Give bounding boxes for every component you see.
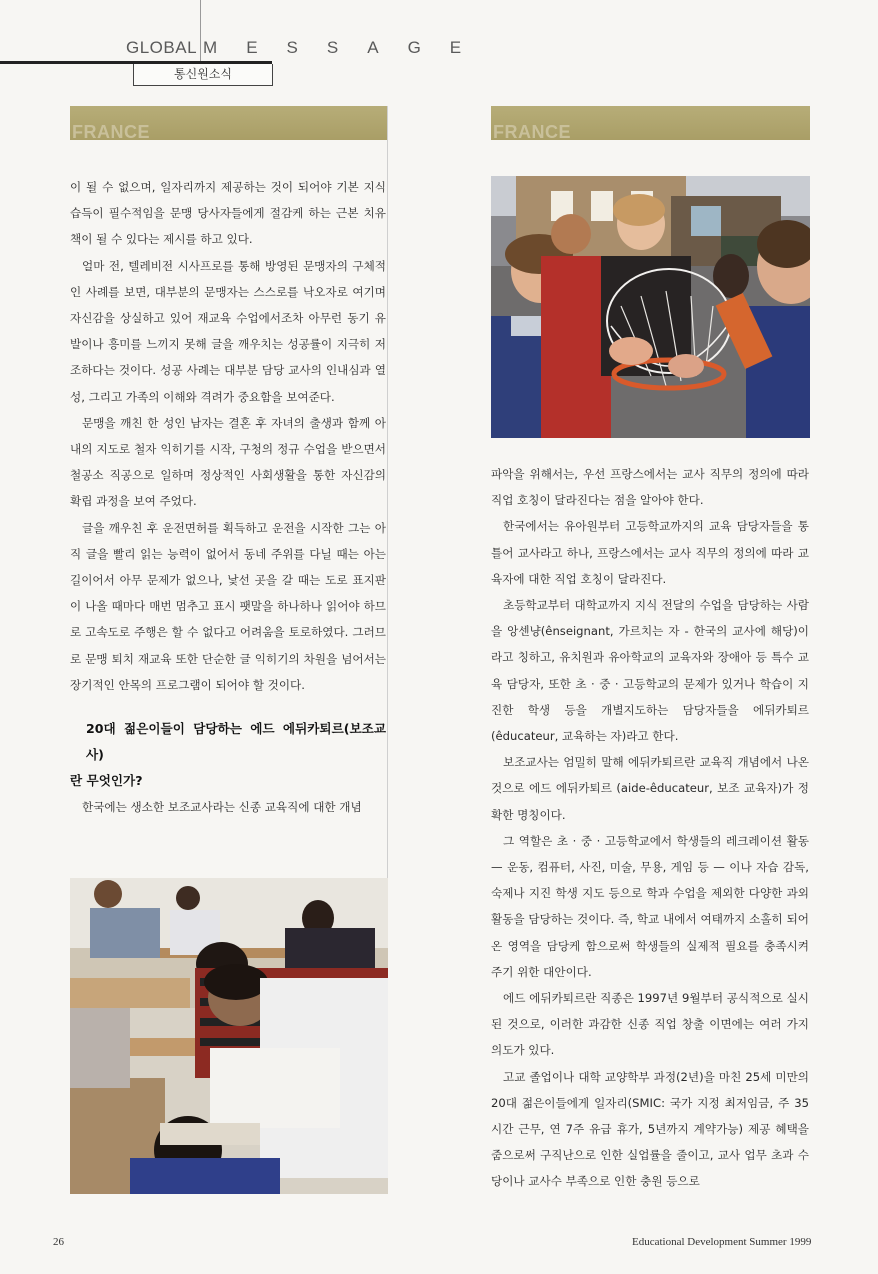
- section-label-right: FRANCE: [493, 122, 571, 140]
- header-title-message: MESSAGE: [203, 38, 491, 57]
- paragraph: 초등학교부터 대학교까지 지식 전달의 수업을 담당하는 사람을 앙센냥(ênseignant, 가르치는 자 - 한국의 교사에 해당)이라고 칭하고, 유치원과 유아학교의 교육자와 장애아 등 특수 교육 담당자, 또한 초 · 중 · 고등학교의 문제가 있거나 학습이 지진한 학생 등을 개별지도하는 담당자들을 에뒤카퇴르(êducateur, 교육하는 자)라고 한다.: [491, 598, 809, 744]
- right-column: [491, 106, 810, 1194]
- paragraph: 문맹을 깨친 한 성인 남자는 결혼 후 자녀의 출생과 함께 아내의 지도로 철자 익히기를 시작, 구청의 정규 수업을 받으면서 철공소 직공으로 일하며 정상적인 사회생활을 통한 자신감의 확립 과정을 보여 주었다.: [70, 415, 386, 509]
- paragraph: 한국에는 생소한 보조교사라는 신종 교육직에 대한 개념: [82, 800, 362, 815]
- paragraph: 이 될 수 없으며, 일자리까지 제공하는 것이 되어야 기본 지식 습득이 필수적임을 문맹 당사자들에게 절감케 하는 근본 치유책이 될 수 있다는 제시를 하고 있다.: [70, 180, 386, 247]
- section-band-right: [491, 106, 810, 140]
- paragraph: 에드 에뒤카퇴르란 직종은 1997년 9월부터 공식적으로 실시된 것으로, 이러한 과감한 신종 직업 창출 이면에는 여러 가지 의도가 있다.: [491, 991, 809, 1058]
- paragraph: 그 역할은 초 · 중 · 고등학교에서 학생들의 레크레이션 활동 — 운동, 컴퓨터, 사진, 미술, 무용, 게임 등 — 이나 자습 감독, 숙제나 지진 학생 지도 등으로 학과 수업을 제외한 다양한 과외활동을 담당하는 것이다. 즉, 학교 내에서 여태까지 소홀히 되어온 영역을 담당케 함으로써 학생들의 실제적 필요를 충족시켜 주기 위한 대안이다.: [491, 833, 809, 979]
- page-header-title: [126, 38, 490, 60]
- paragraph: 얼마 전, 텔레비전 시사프로를 통해 방영된 문맹자의 구체적인 사례를 보면, 대부분의 문맹자는 스스로를 낙오자로 여기며 자신감을 상실하고 있어 재교육 수업에서조차 아무런 동기 유발이나 흥미를 느끼지 못해 글을 깨우치는 성공률이 지극히 저조하다는 것이다. 성공 사례는 대부분 담당 교사의 인내심과 열성, 그리고 가족의 이해와 격려가 중요함을 보여준다.: [70, 258, 386, 404]
- right-article-text: [491, 461, 809, 1195]
- left-article-text: [70, 174, 386, 820]
- paragraph: 글을 깨우친 후 운전면허를 획득하고 운전을 시작한 그는 아직 글을 빨리 읽는 능력이 없어서 동네 주위를 다닐 때는 아는 길이어서 아무 문제가 없으나, 낯선 곳을 갈 때는 도로 표지판이 나올 때마다 매번 멈추고 표시 팻말을 하나하나 읽어야 하므로 고속도로 주행은 할 수 없다고 어려움을 토로하였다. 그러므로 문맹 퇴치 재교육 또한 단순한 글 익히기의 차원을 넘어서는 장기적인 안목의 프로그램이 되어야 할 것이다.: [70, 520, 386, 692]
- left-column: [70, 106, 388, 1194]
- paragraph: 한국에서는 유아원부터 고등학교까지의 교육 담당자들을 통틀어 교사라고 하나, 프랑스에서는 교사 직무의 정의에 따라 교육자에 대한 직업 호칭이 달라진다.: [491, 519, 809, 586]
- section-heading: [70, 716, 386, 794]
- classroom-photo: [70, 878, 388, 1194]
- paragraph: 고교 졸업이나 대학 교양학부 과정(2년)을 마친 25세 미만의 20대 젊은이들에게 일자리(SMIC: 국가 지정 최저임금, 주 35시간 근무, 연 7주 유급 휴가, 5년까지 계약가능) 제공 혜택을 줌으로써 구직난으로 인한 실업률을 줄이고, 교사 업무 초과 수당이나 교사수 부족으로 인한 충원 등으로: [491, 1069, 809, 1189]
- paragraph: 파악을 위해서는, 우선 프랑스에서는 교사 직무의 정의에 따라 직업 호칭이 달라진다는 점을 알아야 한다.: [491, 467, 809, 508]
- section-band-left: [70, 106, 387, 140]
- header-title-global: GLOBAL: [126, 38, 198, 57]
- section-heading-line1: 20대 젊은이들이 담당하는 에드 에뒤카퇴르(보조교사): [86, 721, 386, 763]
- students-basketball-photo: [491, 176, 810, 438]
- section-label-left: FRANCE: [72, 122, 150, 140]
- header-subtitle-box: 통신원소식: [133, 64, 273, 86]
- section-heading-line2: 란 무엇인가?: [70, 773, 143, 789]
- page-number: 26: [53, 1236, 64, 1248]
- paragraph: 보조교사는 엄밀히 말해 에뒤카퇴르란 교육직 개념에서 나온 것으로 에드 에뒤카퇴르 (aide-êducateur, 보조 교육자)가 정확한 명칭이다.: [491, 755, 809, 822]
- publication-name: Educational Development Summer 1999: [632, 1236, 812, 1248]
